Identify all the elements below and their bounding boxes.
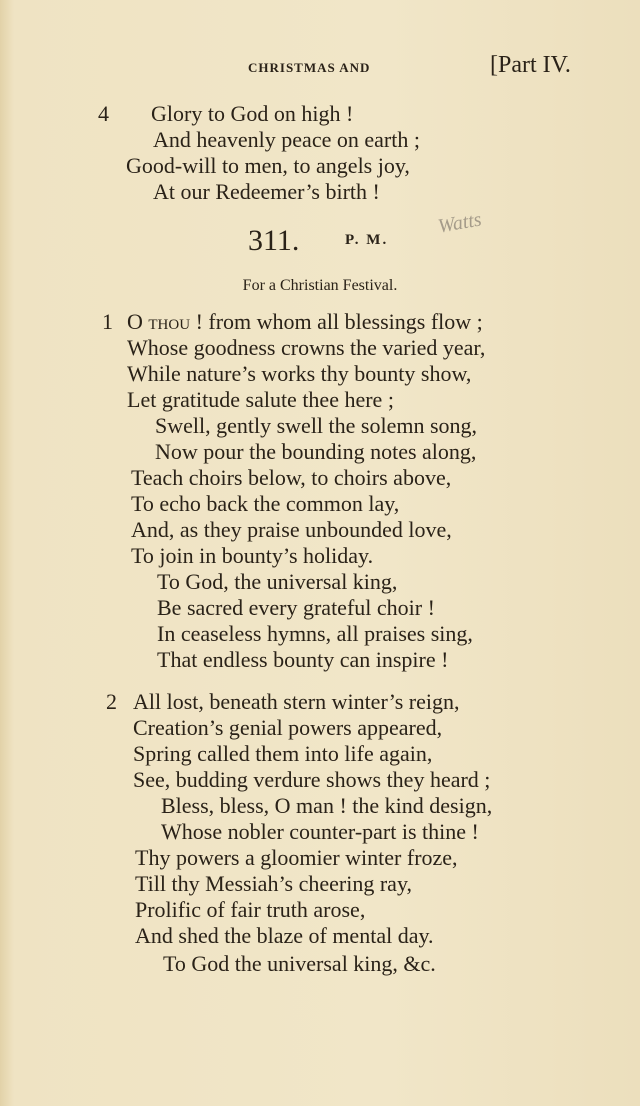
verse-line-first <box>127 309 483 335</box>
verse-line: While nature’s works thy bounty show, <box>127 361 472 386</box>
verse-line: Thy powers a gloomier winter froze, <box>135 845 458 870</box>
verse-line: Whose goodness crowns the varied year, <box>127 335 486 360</box>
verse-line: At our Redeemer’s birth ! <box>153 179 380 204</box>
hymn-title: For a Christian Festival. <box>242 277 398 294</box>
stanza-number-2: 2 <box>106 689 117 714</box>
page-header <box>0 52 640 82</box>
verse-line: Let gratitude salute thee here ; <box>127 387 394 412</box>
verse-line: Be sacred every grateful choir ! <box>157 595 435 620</box>
verse-line: Glory to God on high ! <box>151 101 354 126</box>
hymn-number: 311. <box>248 224 300 257</box>
verse-line: See, budding verdure shows they heard ; <box>133 767 491 792</box>
verse-line: Teach choirs below, to choirs above, <box>131 465 452 490</box>
verse-line: To join in bounty’s holiday. <box>131 543 374 568</box>
part-label: [Part IV. <box>490 52 571 78</box>
verse-line: In ceaseless hymns, all praises sing, <box>157 621 473 646</box>
verse-line: To echo back the common lay, <box>131 491 400 516</box>
verse-line: Swell, gently swell the solemn song, <box>155 413 478 438</box>
verse-line: Till thy Messiah’s cheering ray, <box>135 871 413 896</box>
hymn-meter: P. M. <box>345 232 389 248</box>
stanza-number-1: 1 <box>102 309 113 334</box>
verse-line: Bless, bless, O man ! the kind design, <box>161 793 493 818</box>
verse-line: And shed the blaze of mental day. <box>135 923 434 948</box>
verse-line: Now pour the bounding notes along, <box>155 439 477 464</box>
stanza-number-4: 4 <box>98 101 109 126</box>
verse-line: Prolific of fair truth arose, <box>135 897 366 922</box>
verse-line: Spring called them into life again, <box>133 741 433 766</box>
verse-line: Creation’s genial powers appeared, <box>133 715 443 740</box>
verse-line: All lost, beneath stern winter’s reign, <box>133 689 460 714</box>
verse-opening-words: O thou <box>127 309 191 334</box>
verse-line: That endless bounty can inspire ! <box>157 647 449 672</box>
verse-line: And, as they praise unbounded love, <box>131 517 452 542</box>
running-head: CHRISTMAS AND <box>248 60 371 75</box>
verse-line: And heavenly peace on earth ; <box>153 127 420 152</box>
verse-line: Whose nobler counter-part is thine ! <box>161 819 479 844</box>
verse-line: To God, the universal king, <box>157 569 398 594</box>
handwritten-author-note: Watts <box>436 208 484 238</box>
verse-line: Good-will to men, to angels joy, <box>126 153 410 178</box>
verse-line: To God the universal king, &c. <box>163 951 436 976</box>
verse-opening-rest: ! from whom all blessings flow ; <box>190 309 483 334</box>
